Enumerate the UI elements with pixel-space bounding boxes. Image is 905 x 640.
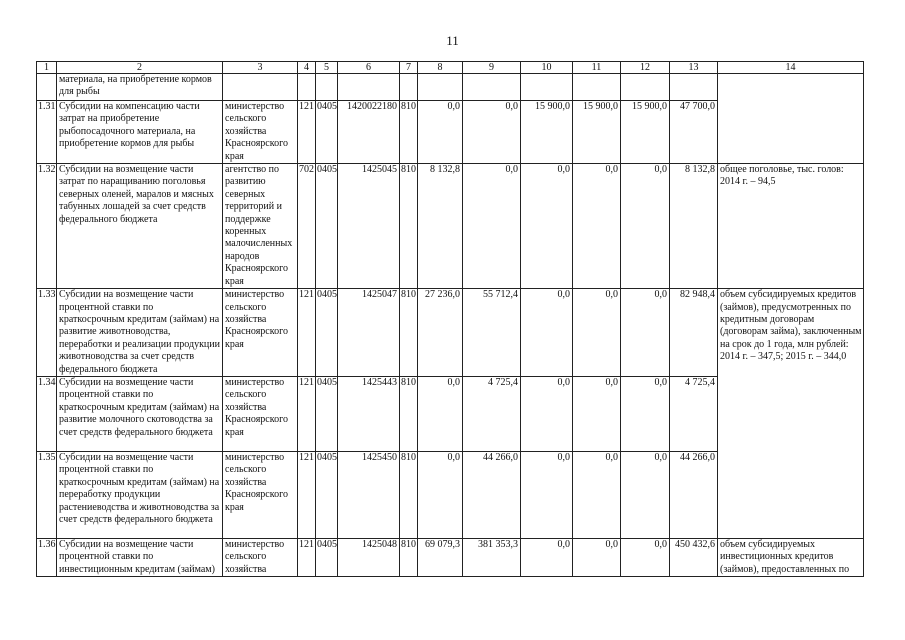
row-c4 [298,74,316,101]
row-c11: 15 900,0 [573,101,621,164]
row-c4: 121 [298,451,316,538]
row-c13: 82 948,4 [670,289,718,377]
row-c10: 0,0 [521,538,573,576]
row-c12: 0,0 [621,376,670,451]
row-c9: 55 712,4 [463,289,521,377]
row-agency: министерство сельского хозяйства Красноярского края [223,376,298,451]
row-agency: министерство сельского хозяйства [223,538,298,576]
row-c6: 1425450 [338,451,400,538]
row-c8: 8 132,8 [418,164,463,289]
row-c10: 0,0 [521,289,573,377]
row-c13: 4 725,4 [670,376,718,451]
row-index: 1.34 [37,376,57,451]
table-row [37,538,864,576]
row-c7: 810 [400,538,418,576]
row-c9: 44 266,0 [463,451,521,538]
row-c7: 810 [400,376,418,451]
row-c12: 0,0 [621,289,670,377]
row-c6: 1425047 [338,289,400,377]
row-c8: 0,0 [418,451,463,538]
row-c5: 0405 [316,451,338,538]
header-cell: 12 [621,62,670,74]
row-c10: 0,0 [521,376,573,451]
row-name: Субсидии на возмещение части процентной ставки по краткосрочным кредитам (займам) на развитие животноводства, переработки и реализации продукции животноводства за счет средств федерального бюджета [57,289,223,377]
row-c14 [718,74,864,101]
row-agency: министерство сельского хозяйства Красноярского края [223,101,298,164]
header-cell: 9 [463,62,521,74]
header-cell: 10 [521,62,573,74]
row-c8: 0,0 [418,376,463,451]
row-c6: 1425045 [338,164,400,289]
row-c4: 121 [298,538,316,576]
row-c9: 4 725,4 [463,376,521,451]
row-c4: 121 [298,376,316,451]
row-c13 [670,74,718,101]
row-c7: 810 [400,164,418,289]
row-c10 [521,74,573,101]
row-c12: 0,0 [621,451,670,538]
header-cell: 1 [37,62,57,74]
row-c10: 0,0 [521,451,573,538]
row-c13: 450 432,6 [670,538,718,576]
row-c8: 27 236,0 [418,289,463,377]
header-cell: 4 [298,62,316,74]
row-c8 [418,74,463,101]
row-c13: 8 132,8 [670,164,718,289]
row-name: Субсидии на возмещение части процентной ставки по краткосрочным кредитам (займам) на развитие молочного скотоводства за счет средств федерального бюджета [57,376,223,451]
row-c6: 1425443 [338,376,400,451]
row-index: 1.33 [37,289,57,377]
row-name: Субсидии на компенсацию части затрат на приобретение рыбопосадочного материала, на приобретение кормов для рыбы [57,101,223,164]
row-c12: 0,0 [621,164,670,289]
row-index: 1.36 [37,538,57,576]
row-c11: 0,0 [573,451,621,538]
header-cell: 13 [670,62,718,74]
header-cell: 2 [57,62,223,74]
row-c5: 0405 [316,376,338,451]
row-agency: министерство сельского хозяйства Красноярского края [223,289,298,377]
row-index: 1.32 [37,164,57,289]
header-cell: 7 [400,62,418,74]
header-cell: 3 [223,62,298,74]
table-row [37,101,864,164]
row-c14 [718,101,864,164]
page-number: 11 [446,33,459,48]
header-row [37,62,864,74]
row-c12: 0,0 [621,538,670,576]
header-cell: 5 [316,62,338,74]
header-cell: 14 [718,62,864,74]
row-agency: министерство сельского хозяйства Красноярского края [223,451,298,538]
row-c5: 0405 [316,289,338,377]
row-c7: 810 [400,289,418,377]
row-c7 [400,74,418,101]
row-name: материала, на приобретение кормов для рыбы [57,74,223,101]
row-c11: 0,0 [573,538,621,576]
row-name: Субсидии на возмещение части процентной ставки по инвестиционным кредитам (займам) [57,538,223,576]
row-c4: 121 [298,101,316,164]
row-c4: 121 [298,289,316,377]
table-row [37,74,864,101]
row-c7: 810 [400,101,418,164]
row-index: 1.35 [37,451,57,538]
row-c8: 0,0 [418,101,463,164]
row-c13: 44 266,0 [670,451,718,538]
row-index: 1.31 [37,101,57,164]
row-c11: 0,0 [573,164,621,289]
row-c5: 0405 [316,538,338,576]
table-row [37,164,864,289]
row-c9: 381 353,3 [463,538,521,576]
row-name: Субсидии на возмещение части затрат по наращиванию поголовья северных оленей, маралов и мясных табунных лошадей за счет средств федерального бюджета [57,164,223,289]
row-c5: 0405 [316,164,338,289]
row-c9: 0,0 [463,164,521,289]
row-c4: 702 [298,164,316,289]
row-c11: 0,0 [573,376,621,451]
row-agency: агентство по развитию северных территорий и поддержке коренных малочисленных народов Красноярского края [223,164,298,289]
row-c7: 810 [400,451,418,538]
row-c6: 1425048 [338,538,400,576]
program-table [36,61,864,577]
header-cell: 11 [573,62,621,74]
row-c6 [338,74,400,101]
header-cell: 8 [418,62,463,74]
row-c11 [573,74,621,101]
row-index [37,74,57,101]
row-c14: объем субсидируемых кредитов (займов), предусмотренных по кредитным договорам (договорам займа), заключенным на срок до 1 года, млн рублей: 2014 г. – 347,5; 2015 г. – 344,0 [718,289,864,539]
row-name: Субсидии на возмещение части процентной ставки по краткосрочным кредитам (займам) на переработку продукции растениеводства и животноводства за счет средств федерального бюджета [57,451,223,538]
row-c10: 15 900,0 [521,101,573,164]
table-row [37,289,864,377]
header-cell: 6 [338,62,400,74]
row-c5 [316,74,338,101]
row-c11: 0,0 [573,289,621,377]
row-c9 [463,74,521,101]
row-c9: 0,0 [463,101,521,164]
row-c8: 69 079,3 [418,538,463,576]
row-c12: 15 900,0 [621,101,670,164]
row-c12 [621,74,670,101]
row-c6: 1420022180 [338,101,400,164]
row-c14: объем субсидируемых инвестиционных кредитов (займов), предоставленных по [718,538,864,576]
row-c13: 47 700,0 [670,101,718,164]
row-agency [223,74,298,101]
row-c14: общее поголовье, тыс. голов: 2014 г. – 94,5 [718,164,864,289]
row-c5: 0405 [316,101,338,164]
row-c10: 0,0 [521,164,573,289]
